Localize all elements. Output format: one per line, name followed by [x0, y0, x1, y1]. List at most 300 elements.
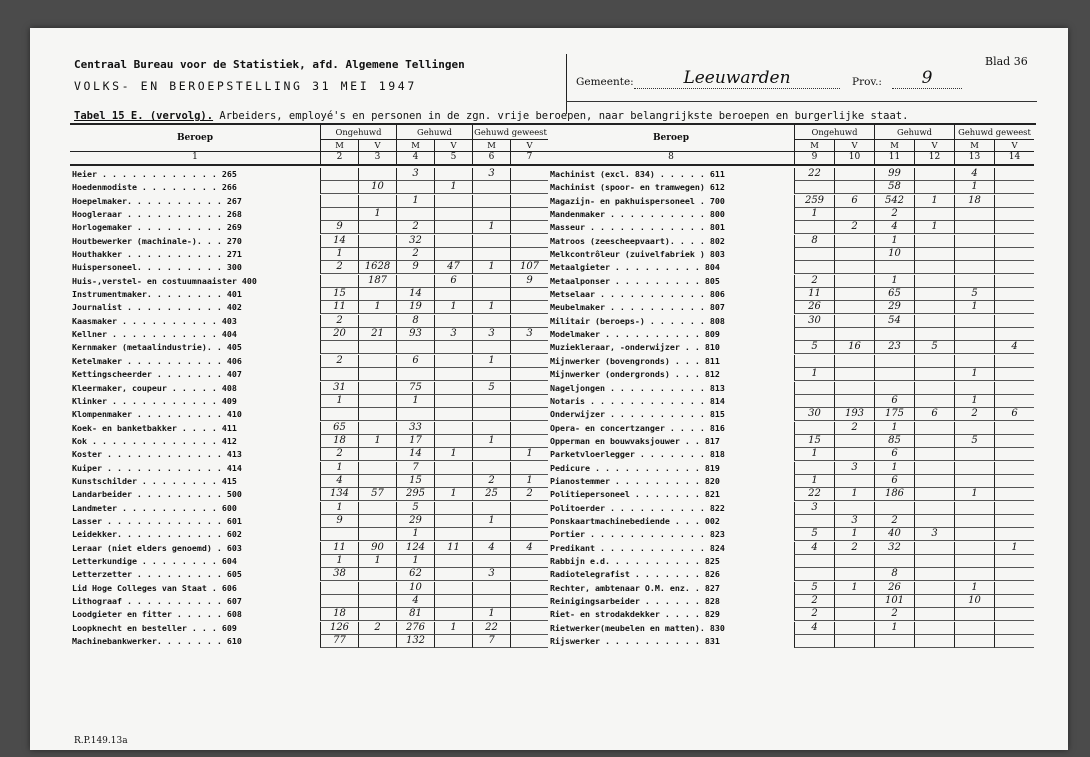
left-col-number: 3 — [358, 151, 396, 166]
occupation-label: Notaris . . . . . . . . . . . . 814 — [550, 395, 725, 406]
occupation-label: Magazijn- en pakhuispersoneel . 700 — [550, 195, 725, 206]
occupation-label: Machinist (excl. 834) . . . . . 611 — [550, 169, 725, 179]
header-divider — [566, 54, 567, 114]
table-row — [548, 382, 1034, 395]
count-cell — [358, 475, 396, 488]
count-cell: 2 — [320, 261, 358, 274]
count-cell — [914, 235, 954, 248]
count-cell: 25 — [472, 488, 510, 501]
right-sex-header: M — [954, 139, 994, 152]
count-cell — [434, 528, 472, 541]
count-cell — [510, 315, 548, 328]
count-cell — [994, 328, 1034, 341]
count-cell — [794, 248, 834, 261]
table-row — [70, 248, 548, 261]
count-cell — [994, 462, 1034, 475]
occupation-label: Machinebankwerker. . . . . . . 610 — [72, 636, 242, 647]
right-group-header: Gehuwd — [874, 125, 954, 140]
count-cell — [834, 168, 874, 181]
count-cell: 5 — [396, 502, 434, 515]
left-col-number: 6 — [472, 151, 510, 166]
count-cell: 7 — [396, 462, 434, 475]
count-cell: 3 — [834, 515, 874, 528]
count-cell: 9 — [320, 221, 358, 234]
count-cell: 1 — [434, 488, 472, 501]
count-cell — [472, 595, 510, 608]
table-row — [548, 395, 1034, 408]
count-cell: 1 — [994, 542, 1034, 555]
count-cell: 75 — [396, 382, 434, 395]
right-col-number: 12 — [914, 151, 954, 166]
right-sex-header: M — [794, 139, 834, 152]
count-cell — [994, 502, 1034, 515]
count-cell: 6 — [834, 195, 874, 208]
table-row — [548, 542, 1034, 555]
occupation-label: Matroos (zeescheepvaart). . . . 802 — [550, 235, 725, 246]
count-cell — [434, 608, 472, 621]
count-cell: 3 — [510, 328, 548, 341]
table-row — [548, 448, 1034, 461]
count-cell — [320, 195, 358, 208]
count-cell: 3 — [914, 528, 954, 541]
occupation-label: Parketvloerlegger . . . . . . . 818 — [550, 449, 725, 460]
occupation-label: Metaalponser . . . . . . . . . 805 — [550, 275, 720, 286]
count-cell: 5 — [794, 582, 834, 595]
count-cell — [954, 382, 994, 395]
count-cell: 1 — [396, 395, 434, 408]
table-row — [548, 168, 1034, 181]
count-cell: 10 — [396, 582, 434, 595]
count-cell — [954, 502, 994, 515]
count-cell: 2 — [834, 422, 874, 435]
table-row — [70, 382, 548, 395]
count-cell — [358, 515, 396, 528]
count-cell: 15 — [320, 288, 358, 301]
table-row — [548, 502, 1034, 515]
occupation-label: Kettingscheerder . . . . . . . 407 — [72, 369, 242, 380]
count-cell — [358, 595, 396, 608]
table-row — [70, 408, 548, 421]
table-row — [548, 235, 1034, 248]
count-cell: 4 — [472, 542, 510, 555]
table-row — [548, 608, 1034, 621]
count-cell — [794, 355, 834, 368]
count-cell — [434, 462, 472, 475]
count-cell — [794, 395, 834, 408]
count-cell — [994, 608, 1034, 621]
count-cell — [914, 635, 954, 648]
count-cell — [874, 368, 914, 381]
count-cell — [434, 341, 472, 354]
count-cell — [954, 208, 994, 221]
count-cell — [994, 488, 1034, 501]
count-cell — [320, 275, 358, 288]
count-cell — [320, 181, 358, 194]
count-cell — [434, 195, 472, 208]
left-sex-header: M — [320, 139, 358, 152]
count-cell — [472, 315, 510, 328]
count-cell: 81 — [396, 608, 434, 621]
table-row — [548, 568, 1034, 581]
count-cell — [358, 635, 396, 648]
left-sex-header: M — [472, 139, 510, 152]
count-cell — [994, 435, 1034, 448]
count-cell: 1 — [434, 181, 472, 194]
count-cell — [510, 382, 548, 395]
count-cell — [834, 622, 874, 635]
count-cell: 2 — [320, 355, 358, 368]
right-col-number: 9 — [794, 151, 834, 166]
table-row — [548, 435, 1034, 448]
count-cell — [434, 168, 472, 181]
count-cell: 1 — [472, 261, 510, 274]
count-cell: 47 — [434, 261, 472, 274]
count-cell — [434, 288, 472, 301]
occupation-label: Politiepersoneel . . . . . . . 821 — [550, 489, 720, 500]
count-cell — [954, 355, 994, 368]
count-cell — [434, 635, 472, 648]
count-cell: 2 — [834, 542, 874, 555]
count-cell: 2 — [794, 275, 834, 288]
count-cell — [472, 275, 510, 288]
count-cell: 2 — [874, 515, 914, 528]
gemeente-label: Gemeente: — [576, 76, 634, 88]
table-row — [70, 315, 548, 328]
occupation-label: Pianostemmer . . . . . . . . . 820 — [550, 475, 720, 486]
count-cell — [954, 515, 994, 528]
table-row — [70, 181, 548, 194]
count-cell — [834, 181, 874, 194]
occupation-label: Kok . . . . . . . . . . . . . 412 — [72, 435, 237, 446]
occupation-label: Mijnwerker (bovengronds) . . . 811 — [550, 355, 720, 366]
count-cell — [954, 542, 994, 555]
left-sex-header: V — [510, 139, 548, 152]
table-row — [70, 528, 548, 541]
occupation-label: Politoerder . . . . . . . . . . 822 — [550, 502, 725, 513]
count-cell: 3 — [396, 168, 434, 181]
table-title-text: Arbeiders, employé's en personen in de zgn. vrije beroepen, naar belangrijkste beroepen en burgerlijke staat. — [213, 110, 909, 122]
count-cell — [794, 382, 834, 395]
occupation-label: Landmeter . . . . . . . . . . 600 — [72, 502, 237, 513]
count-cell: 1 — [794, 368, 834, 381]
count-cell — [510, 301, 548, 314]
count-cell — [434, 422, 472, 435]
count-cell — [472, 248, 510, 261]
table-row — [548, 528, 1034, 541]
count-cell: 30 — [794, 315, 834, 328]
count-cell — [994, 261, 1034, 274]
count-cell — [834, 502, 874, 515]
count-cell: 1 — [794, 475, 834, 488]
count-cell: 1 — [914, 195, 954, 208]
count-cell: 1 — [358, 301, 396, 314]
count-cell — [874, 328, 914, 341]
table-row — [70, 622, 548, 635]
count-cell — [358, 608, 396, 621]
occupation-label: Houthakker . . . . . . . . . . 271 — [72, 249, 242, 260]
count-cell — [472, 408, 510, 421]
occupation-label: Metaalgieter . . . . . . . . . 804 — [550, 262, 720, 273]
count-cell — [914, 502, 954, 515]
occupation-label: Pedicure . . . . . . . . . . . 819 — [550, 462, 720, 473]
count-cell: 6 — [434, 275, 472, 288]
count-cell — [914, 462, 954, 475]
count-cell: 1 — [472, 301, 510, 314]
count-cell — [358, 408, 396, 421]
table-row — [70, 341, 548, 354]
count-cell: 22 — [794, 168, 834, 181]
occupation-label: Horlogemaker . . . . . . . . . 269 — [72, 222, 242, 233]
count-cell: 1 — [472, 221, 510, 234]
left-col-number: 1 — [70, 151, 320, 166]
count-cell — [794, 221, 834, 234]
count-cell — [320, 368, 358, 381]
table-row — [548, 221, 1034, 234]
count-cell — [510, 235, 548, 248]
right-sex-header: V — [994, 139, 1034, 152]
count-cell: 2 — [358, 622, 396, 635]
occupation-label: Predikant . . . . . . . . . . . 824 — [550, 542, 725, 553]
count-cell: 4 — [510, 542, 548, 555]
count-cell: 19 — [396, 301, 434, 314]
count-cell: 132 — [396, 635, 434, 648]
count-cell: 23 — [874, 341, 914, 354]
count-cell — [510, 208, 548, 221]
count-cell: 9 — [396, 261, 434, 274]
left-group-header: Ongehuwd — [320, 125, 396, 140]
count-cell: 3 — [472, 168, 510, 181]
count-cell: 93 — [396, 328, 434, 341]
count-cell — [834, 275, 874, 288]
count-cell — [434, 555, 472, 568]
occupation-label: Huis-,verstel- en costuumnaaister 400 — [72, 275, 257, 286]
count-cell — [794, 328, 834, 341]
count-cell — [320, 341, 358, 354]
count-cell — [510, 622, 548, 635]
table-row — [70, 635, 548, 648]
left-group-header: Gehuwd geweest — [472, 125, 548, 140]
count-cell — [914, 301, 954, 314]
count-cell: 1 — [954, 181, 994, 194]
occupation-label: Heier . . . . . . . . . . . . 265 — [72, 169, 237, 179]
count-cell: 6 — [874, 475, 914, 488]
count-cell: 4 — [396, 595, 434, 608]
table-row — [548, 368, 1034, 381]
count-cell — [834, 635, 874, 648]
occupation-label: Masseur . . . . . . . . . . . . 801 — [550, 222, 725, 233]
count-cell — [994, 208, 1034, 221]
count-cell: 6 — [914, 408, 954, 421]
count-cell — [994, 555, 1034, 568]
count-cell — [954, 422, 994, 435]
count-cell — [994, 275, 1034, 288]
count-cell — [320, 582, 358, 595]
table-row — [70, 555, 548, 568]
count-cell — [914, 275, 954, 288]
count-cell — [434, 248, 472, 261]
occupation-label: Leidekker. . . . . . . . . . . 602 — [72, 529, 242, 540]
count-cell — [358, 448, 396, 461]
count-cell — [358, 195, 396, 208]
count-cell — [358, 502, 396, 515]
count-cell — [874, 502, 914, 515]
count-cell: 5 — [794, 341, 834, 354]
count-cell — [358, 315, 396, 328]
occupation-label: Kunstschilder . . . . . . . . 415 — [72, 475, 237, 486]
count-cell — [834, 248, 874, 261]
table-row — [70, 301, 548, 314]
count-cell: 1628 — [358, 261, 396, 274]
count-cell — [320, 528, 358, 541]
count-cell — [914, 315, 954, 328]
occupation-label: Klinker . . . . . . . . . . . 409 — [72, 395, 237, 406]
table-row — [70, 208, 548, 221]
count-cell — [510, 568, 548, 581]
count-cell: 14 — [320, 235, 358, 248]
count-cell — [954, 555, 994, 568]
count-cell — [510, 422, 548, 435]
table-row — [548, 422, 1034, 435]
count-cell — [358, 582, 396, 595]
count-cell: 1 — [914, 221, 954, 234]
count-cell: 3 — [834, 462, 874, 475]
count-cell: 295 — [396, 488, 434, 501]
table-row — [70, 502, 548, 515]
count-cell — [358, 395, 396, 408]
table-row — [70, 221, 548, 234]
count-cell: 22 — [472, 622, 510, 635]
count-cell: 1 — [874, 422, 914, 435]
count-cell — [914, 355, 954, 368]
table-row — [548, 622, 1034, 635]
occupation-label: Radiotelegrafist . . . . . . . 826 — [550, 569, 720, 580]
count-cell: 22 — [794, 488, 834, 501]
count-cell: 20 — [320, 328, 358, 341]
count-cell — [834, 568, 874, 581]
count-cell — [434, 408, 472, 421]
count-cell — [794, 635, 834, 648]
count-cell: 3 — [434, 328, 472, 341]
table-row — [70, 582, 548, 595]
count-cell — [510, 368, 548, 381]
occupation-label: Lithograaf . . . . . . . . . . 607 — [72, 596, 242, 606]
occupation-label: Ponskaartmachinebediende . . . 002 — [550, 515, 720, 526]
count-cell: 1 — [954, 301, 994, 314]
occupation-label: Militair (beroeps-) . . . . . . 808 — [550, 315, 725, 326]
count-cell — [510, 595, 548, 608]
occupation-label: Houtbewerker (machinale-). . . 270 — [72, 235, 242, 246]
count-cell: 18 — [954, 195, 994, 208]
count-cell — [914, 288, 954, 301]
count-cell — [994, 301, 1034, 314]
count-cell — [510, 582, 548, 595]
count-cell — [434, 368, 472, 381]
count-cell — [510, 435, 548, 448]
count-cell — [320, 595, 358, 608]
table-row — [548, 275, 1034, 288]
count-cell: 3 — [472, 568, 510, 581]
count-cell: 1 — [320, 555, 358, 568]
right-sex-header: M — [874, 139, 914, 152]
count-cell — [954, 568, 994, 581]
sheet-number: Blad 36 — [985, 55, 1028, 68]
count-cell: 1 — [472, 355, 510, 368]
count-cell — [914, 261, 954, 274]
count-cell: 124 — [396, 542, 434, 555]
count-cell — [396, 181, 434, 194]
occupation-label: Landarbeider . . . . . . . . . 500 — [72, 489, 242, 500]
count-cell: 10 — [358, 181, 396, 194]
count-cell — [834, 315, 874, 328]
table-row — [548, 475, 1034, 488]
occupation-label: Onderwijzer . . . . . . . . . . 815 — [550, 409, 725, 420]
count-cell: 1 — [396, 195, 434, 208]
table-row — [70, 368, 548, 381]
count-cell — [954, 261, 994, 274]
count-cell — [472, 368, 510, 381]
count-cell — [994, 448, 1034, 461]
count-cell: 31 — [320, 382, 358, 395]
count-cell: 1 — [874, 275, 914, 288]
count-cell: 90 — [358, 542, 396, 555]
table-row — [70, 595, 548, 608]
count-cell — [472, 195, 510, 208]
table-row — [548, 355, 1034, 368]
count-cell — [914, 448, 954, 461]
header-rule — [566, 101, 1037, 102]
count-cell — [914, 208, 954, 221]
count-cell: 2 — [834, 221, 874, 234]
count-cell — [434, 435, 472, 448]
table-row — [70, 288, 548, 301]
count-cell: 1 — [794, 448, 834, 461]
count-cell — [954, 341, 994, 354]
count-cell — [994, 195, 1034, 208]
count-cell: 1 — [954, 582, 994, 595]
table-row — [70, 515, 548, 528]
count-cell: 1 — [320, 502, 358, 515]
table-row — [548, 462, 1034, 475]
occupation-label: Kellner . . . . . . . . . . . 404 — [72, 329, 237, 340]
count-cell — [434, 221, 472, 234]
count-cell: 2 — [396, 248, 434, 261]
count-cell — [914, 395, 954, 408]
left-group-header: Gehuwd — [396, 125, 472, 140]
count-cell: 2 — [396, 221, 434, 234]
count-cell: 1 — [320, 395, 358, 408]
count-cell — [834, 475, 874, 488]
table-row — [548, 408, 1034, 421]
count-cell: 54 — [874, 315, 914, 328]
count-cell: 65 — [320, 422, 358, 435]
count-cell — [914, 368, 954, 381]
occupation-label: Kleermaker, coupeur . . . . . 408 — [72, 382, 237, 393]
count-cell — [914, 608, 954, 621]
occupation-label: Melkcontrôleur (zuivelfabriek ) 803 — [550, 249, 725, 260]
count-cell — [510, 248, 548, 261]
count-cell — [834, 382, 874, 395]
count-cell: 11 — [320, 301, 358, 314]
table-row — [70, 542, 548, 555]
count-cell — [954, 475, 994, 488]
count-cell — [914, 248, 954, 261]
count-cell: 1 — [834, 488, 874, 501]
count-cell: 1 — [834, 582, 874, 595]
count-cell — [358, 248, 396, 261]
count-cell — [834, 301, 874, 314]
count-cell — [834, 368, 874, 381]
count-cell — [472, 448, 510, 461]
